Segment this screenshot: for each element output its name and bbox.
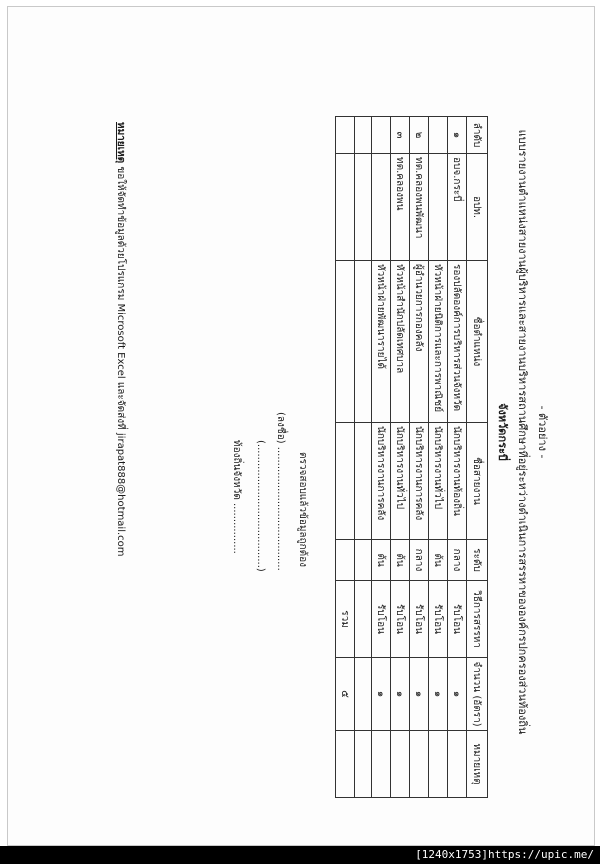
verify-heading: ตรวจสอบแล้วข้อมูลถูกต้อง	[297, 452, 308, 568]
cell-level: กลาง	[410, 540, 429, 581]
col-level-header: ระดับ	[467, 540, 488, 581]
col-count-header: จำนวน (อัตรา)	[467, 658, 488, 731]
table-row	[410, 117, 429, 798]
cell-no	[429, 117, 448, 154]
cell-remark	[448, 731, 467, 798]
cell-remark	[391, 731, 410, 798]
cell-count: ๑	[429, 658, 448, 731]
col-org-header: อปท.	[467, 154, 488, 261]
table-row	[429, 117, 448, 798]
col-remark-header: หมายเหตุ	[467, 731, 488, 798]
col-line-header: ชื่อสายงาน	[467, 423, 488, 540]
cell-method: รับโอน	[372, 581, 391, 658]
table-row	[372, 117, 391, 798]
signer-name-line: (.......................................)	[255, 440, 266, 572]
example-caption: - ตัวอย่าง -	[536, 405, 549, 459]
total-label: รวม	[336, 581, 355, 658]
cell-org: ทต.คลองพน	[391, 154, 410, 261]
cell-count: ๑	[410, 658, 429, 731]
cell-remark	[410, 731, 429, 798]
cell-org: ทต.คลองพนพัฒนา	[410, 154, 429, 261]
col-method-header: วิธีการสรรหา	[467, 581, 488, 658]
cell-line: นักบริหารงานการคลัง	[372, 423, 391, 540]
cell-no	[372, 117, 391, 154]
cell-count: ๑	[448, 658, 467, 731]
cell-no: ๓	[391, 117, 410, 154]
cell-line: นักบริหารงานท้องถิ่น	[448, 423, 467, 540]
table-header-row	[467, 117, 488, 798]
cell-remark	[429, 731, 448, 798]
cell-level: ต้น	[429, 540, 448, 581]
rotated-content	[58, 52, 558, 812]
cell-remark	[372, 731, 391, 798]
cell-method: รับโอน	[429, 581, 448, 658]
cell-line: นักบริหารงานทั่วไป	[429, 423, 448, 540]
total-value: ๕	[336, 658, 355, 731]
cell-line: นักบริหารงานการคลัง	[410, 423, 429, 540]
cell-org: อบจ.กระบี่	[448, 154, 467, 261]
footnote-label: หมายเหตุ	[115, 122, 126, 164]
image-info-text: [1240x1753]https://upic.me/	[415, 848, 594, 861]
document-page	[7, 6, 595, 846]
cell-method: รับโอน	[391, 581, 410, 658]
cell-position: ผู้อำนวยการกองคลัง	[410, 261, 429, 423]
cell-method: รับโอน	[410, 581, 429, 658]
table-total-row	[336, 117, 355, 798]
cell-level: กลาง	[448, 540, 467, 581]
cell-line: นักบริหารงานทั่วไป	[391, 423, 410, 540]
cell-org	[372, 154, 391, 261]
table-row	[448, 117, 467, 798]
table-spacer-row	[355, 117, 372, 798]
cell-position: หัวหน้าสำนักปลัดเทศบาล	[391, 261, 410, 423]
image-info-bar	[0, 846, 600, 864]
cell-level: ต้น	[391, 540, 410, 581]
cell-method: รับโอน	[448, 581, 467, 658]
footnote-text: ขอให้จัดทำข้อมูลด้วยโปรแกรม Microsoft Excel และจัดส่งที่ jirapat888@hotmail.com	[115, 166, 126, 557]
report-title: แบบรายงานตำแหน่งสายงานผู้บริหารและสายงานบริหารสถานศึกษาที่อยู่ระหว่างดำเนินการสรรหาขององค์กรปกครองส่วนท้องถิ่น	[516, 129, 529, 735]
signer-title-line: ท้องถิ่นจังหวัด ................	[231, 440, 242, 554]
verification-block	[222, 412, 310, 712]
cell-position: หัวหน้าฝ่ายนิติการและการพาณิชย์	[429, 261, 448, 423]
cell-position: หัวหน้าฝ่ายพัฒนารายได้	[372, 261, 391, 423]
cell-level: ต้น	[372, 540, 391, 581]
signature-line: (ลงชื่อ) .......................................	[275, 412, 286, 571]
cell-org	[429, 154, 448, 261]
footnote	[113, 122, 128, 557]
col-no-header: ลำดับ	[467, 117, 488, 154]
cell-no: ๑	[448, 117, 467, 154]
cell-no: ๒	[410, 117, 429, 154]
col-position-header: ชื่อตำแหน่ง	[467, 261, 488, 423]
cell-count: ๑	[391, 658, 410, 731]
province-title: จังหวัดกระบี่	[496, 403, 509, 461]
cell-count: ๑	[372, 658, 391, 731]
cell-position: รองปลัดองค์การบริหารส่วนจังหวัด	[448, 261, 467, 423]
table-row	[391, 117, 410, 798]
report-table	[335, 116, 488, 798]
